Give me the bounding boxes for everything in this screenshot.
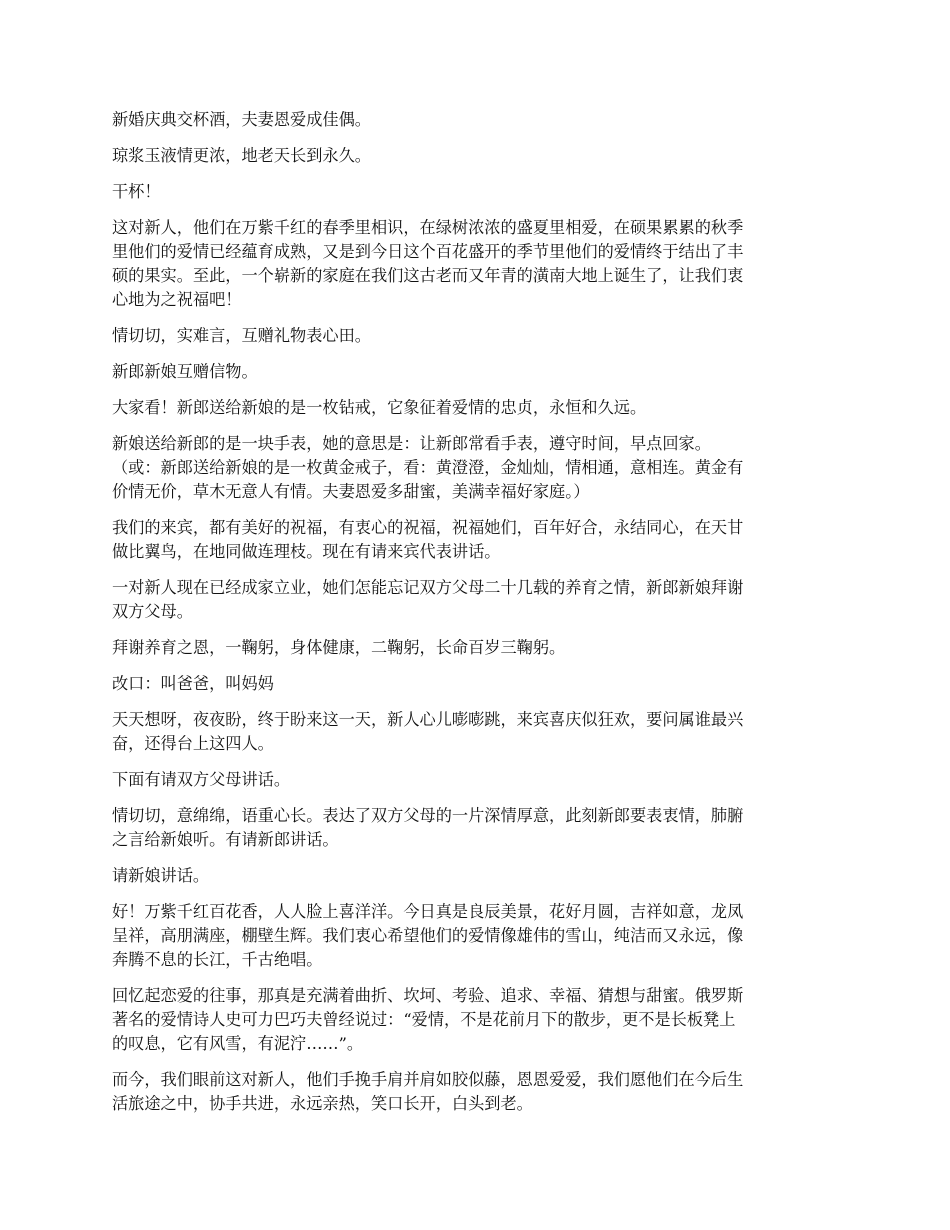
text-line: 大家看！新郎送给新娘的是一枚钻戒，它象征着爱情的忠贞，永恒和久远。 [112,398,647,417]
text-line: 活旅途之中，协手共进，永远亲热，笑口长开，白头到老。 [112,1094,533,1113]
text-line: 双方父母。 [112,602,193,621]
paragraph-5 [112,324,840,348]
text-line: 一对新人现在已经成家立业，她们怎能忘记双方父母二十几载的养育之情，新郎新娘拜谢 [112,578,744,597]
text-line: 而今，我们眼前这对新人，他们手挽手肩并肩如胶似藤，恩恩爱爱，我们愿他们在今后生 [112,1070,744,1089]
text-line: 这对新人，他们在万紫千红的春季里相识，在绿树浓浓的盛夏里相爱，在硕果累累的秋季 [112,218,744,237]
text-line: 新娘送给新郎的是一块手表，她的意思是：让新郎常看手表，遵守时间，早点回家。 [112,434,711,453]
text-line: 价情无价，草木无意人有情。夫妻恩爱多甜蜜，美满幸福好家庭。） [112,482,590,501]
text-line: （或：新郎送给新娘的是一枚黄金戒子，看：黄澄澄，金灿灿，情相通，意相连。黄金有 [112,458,744,477]
paragraph-13 [112,708,840,756]
paragraph-8 [112,432,840,504]
paragraph-3 [112,180,840,204]
paragraph-19 [112,1068,840,1116]
paragraph-10 [112,576,840,624]
paragraph-1 [112,108,840,132]
text-line: 做比翼鸟，在地同做连理枝。现在有请来宾代表讲话。 [112,542,501,561]
paragraph-15 [112,804,840,852]
text-line: 请新娘讲话。 [112,866,210,885]
text-line: 著名的爱情诗人史可力巴巧夫曾经说过：“爱情，不是花前月下的散步，更不是长板凳上 [112,1010,736,1029]
text-line: 之言给新娘听。有请新郎讲话。 [112,830,339,849]
text-line: 改口：叫爸爸，叫妈妈 [112,674,274,693]
paragraph-12 [112,672,840,696]
paragraph-4 [112,216,840,312]
paragraph-2 [112,144,840,168]
text-line: 情切切，意绵绵，语重心长。表达了双方父母的一片深情厚意，此刻新郎要表衷情，肺腑 [112,806,744,825]
paragraph-17 [112,900,840,972]
text-line: 好！万紫千红百花香，人人脸上喜洋洋。今日真是良辰美景，花好月圆，吉祥如意，龙凤 [112,902,744,921]
text-line: 奔腾不息的长江，千古绝唱。 [112,950,323,969]
paragraph-18 [112,984,840,1056]
text-line: 奋，还得台上这四人。 [112,734,274,753]
text-line: 新郎新娘互赠信物。 [112,362,258,381]
paragraph-11 [112,636,840,660]
text-line: 新婚庆典交杯酒，夫妻恩爱成佳偶。 [112,110,371,129]
paragraph-6 [112,360,840,384]
text-line: 情切切，实难言，互赠礼物表心田。 [112,326,371,345]
text-line: 心地为之祝福吧！ [112,290,242,309]
text-line: 琼浆玉液情更浓，地老天长到永久。 [112,146,371,165]
text-line: 拜谢养育之恩，一鞠躬，身体健康，二鞠躬，长命百岁三鞠躬。 [112,638,566,657]
text-line: 里他们的爱情已经蕴育成熟，又是到今日这个百花盛开的季节里他们的爱情终于结出了丰 [112,242,744,261]
paragraph-16 [112,864,840,888]
paragraph-14 [112,768,840,792]
text-line: 我们的来宾，都有美好的祝福，有衷心的祝福，祝福她们，百年好合，永结同心，在天甘 [112,518,744,537]
text-line: 回忆起恋爱的往事，那真是充满着曲折、坎坷、考验、追求、幸福、猜想与甜蜜。俄罗斯 [112,986,744,1005]
text-line: 硕的果实。至此，一个崭新的家庭在我们这古老而又年青的潢南大地上诞生了，让我们衷 [112,266,744,285]
paragraph-7 [112,396,840,420]
text-line: 呈祥，高朋满座，棚壁生辉。我们衷心希望他们的爱情像雄伟的雪山，纯洁而又永远，像 [112,926,744,945]
text-line: 下面有请双方父母讲话。 [112,770,291,789]
document-body [112,108,840,1128]
text-line: 天天想呀，夜夜盼，终于盼来这一天，新人心儿嘭嘭跳，来宾喜庆似狂欢，要问属谁最兴 [112,710,744,729]
text-line: 干杯！ [112,182,161,201]
text-line: 的叹息，它有风雪，有泥泞……”。 [112,1034,364,1053]
paragraph-9 [112,516,840,564]
